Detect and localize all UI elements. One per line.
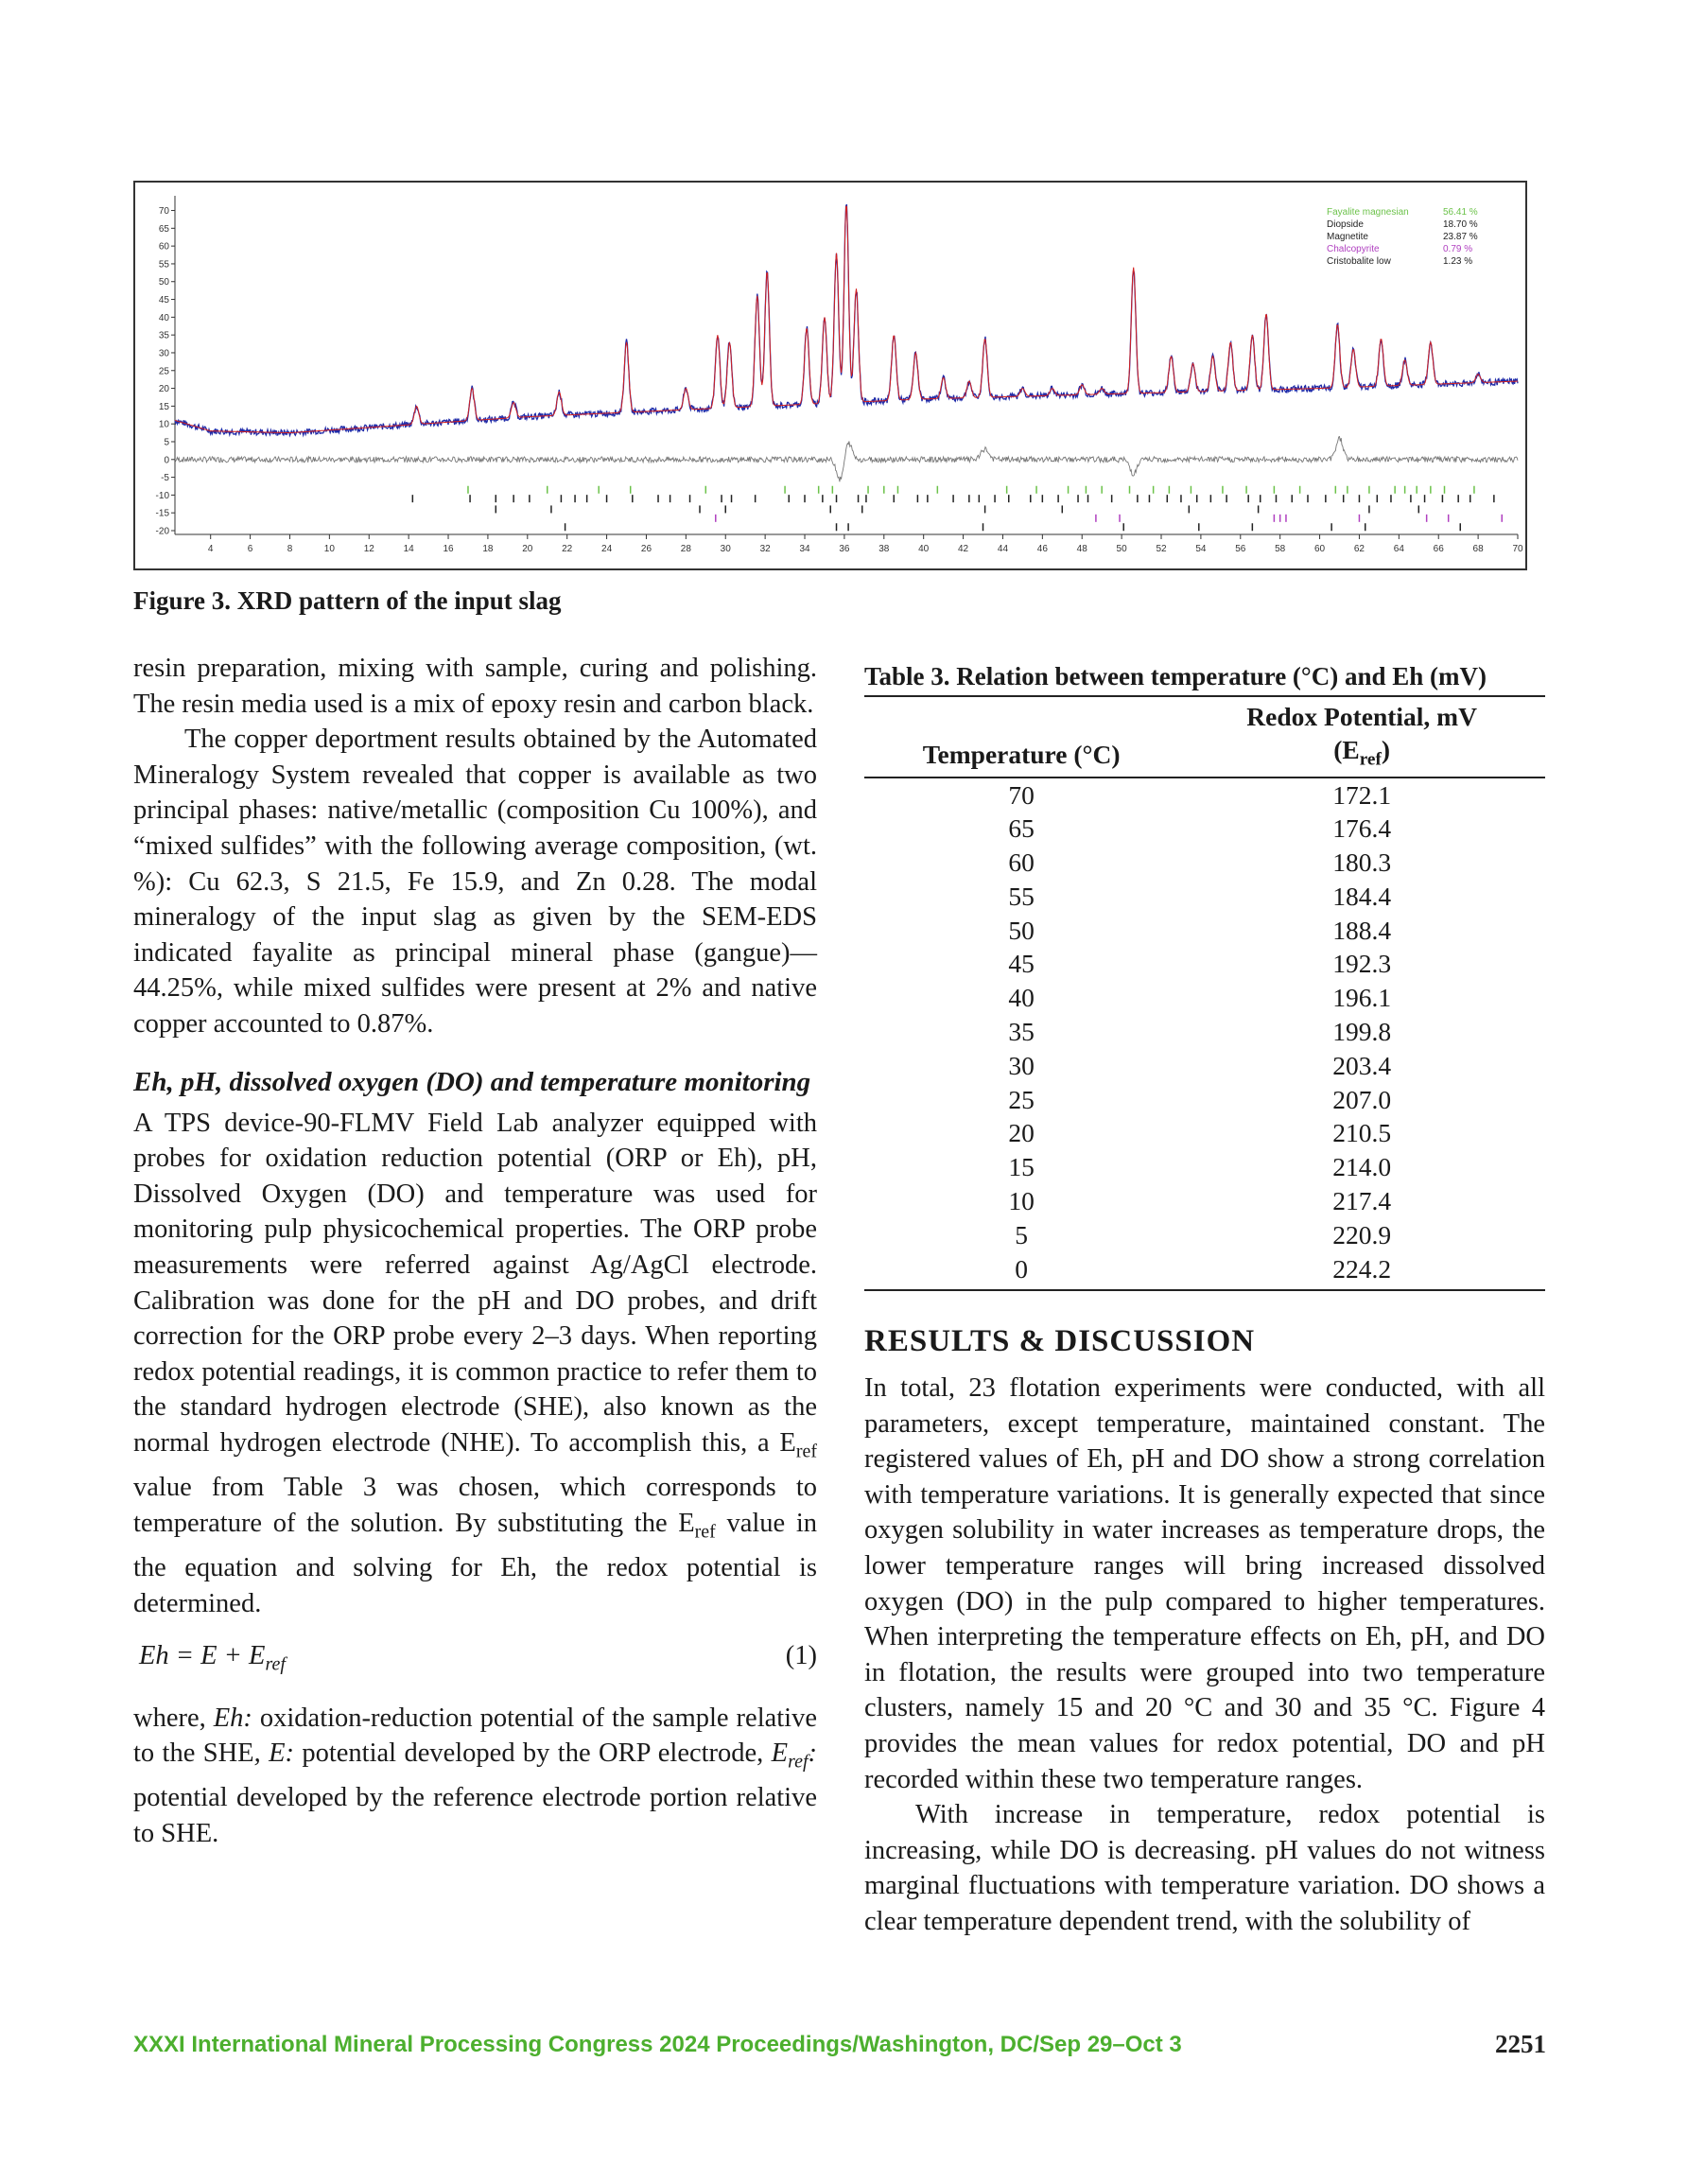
x-tick-label: 64 (1393, 544, 1404, 554)
y-tick-label: 40 (158, 312, 169, 323)
table-row (864, 1116, 1545, 1150)
y-tick-label: 30 (158, 348, 169, 359)
left-column (133, 651, 817, 1852)
x-tick-label: 46 (1036, 544, 1048, 554)
table-row (864, 1184, 1545, 1218)
x-tick-label: 32 (759, 544, 771, 554)
y-tick-label: 65 (158, 223, 169, 235)
eref-cell: 172.1 (1332, 779, 1392, 810)
x-tick-label: 40 (918, 544, 930, 554)
x-tick-label: 62 (1353, 544, 1365, 554)
y-tick-label: 10 (158, 419, 169, 430)
paragraph: where, Eh: oxidation-reduction potential of the sample relative to the SHE, E: potential developed by the ORP electrode, $E_{ref}$: potential developed by the reference electrode portion relative to SHE. (133, 1703, 818, 1848)
eref-cell: 224.2 (1178, 1252, 1545, 1291)
observed-pattern (175, 204, 1518, 435)
legend-value: 18.70 % (1443, 219, 1478, 230)
temperature-cell: 65 (1008, 813, 1035, 844)
legend-name: Diopside (1327, 219, 1364, 230)
x-tick-label: 38 (878, 544, 890, 554)
difference-curve (175, 437, 1518, 482)
legend-value: 1.23 % (1443, 256, 1473, 267)
temperature-cell: 40 (1008, 983, 1035, 1013)
temperature-cell: 20 (1008, 1118, 1035, 1148)
x-tick-label: 26 (640, 544, 652, 554)
legend-value: 56.41 % (1443, 207, 1478, 218)
x-tick-label: 10 (323, 544, 335, 554)
paragraph: A TPS device-90-FLMV Field Lab analyzer equipped with probes for oxidation reduction potential (ORP or Eh), pH, Dissolved Oxygen (DO) and temperature was used for monitoring pulp physicochemical properties. The ORP probe measurements were referred against Ag/AgCl electrode. Calibration was done for the pH and DO probes, and drift correction for the ORP probe every 2–3 days. When reporting redox potential readings, it is common practice to refer them to the standard hydrogen electrode (SHE), also known as the normal hydrogen electrode (NHE). To accomplish this, a $E_{ref}$ value from Table 3 was chosen, which corresponds to temperature of the solution. By substituting the $E_{ref}$ value in the equation and solving for Eh, the redox potential is determined. (133, 1108, 817, 1618)
y-tick-label: 25 (158, 366, 169, 377)
x-tick-label: 70 (1512, 544, 1523, 554)
x-tick-label: 48 (1076, 544, 1087, 554)
x-tick-label: 12 (363, 544, 374, 554)
y-tick-label: 20 (158, 384, 169, 395)
table-title: Table 3. Relation between temperature (°C) and Eh (mV) (864, 662, 1545, 697)
table-row (864, 947, 1545, 981)
paragraph: The copper deportment results obtained by the Automated Mineralogy System revealed that copper is available as two principal phases: native/metallic (composition Cu 100%), and “mixed sulfides” with the following average composition, (wt. %): Cu 62.3, S 21.5, Fe 15.9, and Zn 0.28. The modal mineralogy of the input slag as given by the SEM-EDS indicated fayalite as principal mineral phase (gangue)—44.25%, while mixed sulfides were present at 2% and native copper accounted to 0.87%. (133, 725, 817, 1039)
x-tick-label: 30 (720, 544, 731, 554)
eref-cell: 188.4 (1332, 915, 1392, 945)
x-tick-label: 52 (1156, 544, 1167, 554)
legend-value: 0.79 % (1443, 244, 1473, 254)
y-tick-label: 0 (164, 455, 169, 466)
y-tick-label: -20 (155, 526, 169, 537)
eref-cell: 220.9 (1332, 1219, 1392, 1249)
x-tick-label: 60 (1313, 544, 1326, 554)
x-tick-label: 14 (403, 544, 414, 554)
x-tick-label: 28 (680, 544, 691, 554)
table-header: $(E_{ref})$ (1178, 733, 1545, 778)
page-footer (133, 2032, 1546, 2058)
table-row (864, 1083, 1545, 1117)
legend-name: Chalcopyrite (1327, 244, 1380, 254)
y-tick-label: 15 (158, 401, 169, 412)
x-tick-label: 16 (443, 544, 454, 554)
y-tick-label: 45 (158, 295, 169, 306)
y-tick-label: 60 (158, 241, 169, 253)
y-tick-label: -15 (155, 508, 169, 519)
table-row (864, 812, 1545, 846)
temperature-cell: 15 (1008, 1152, 1035, 1182)
legend-name: Magnetite (1327, 232, 1368, 242)
subsection-heading: Eh, pH, dissolved oxygen (DO) and temperature monitoring (133, 1066, 811, 1097)
temperature-cell: 5 (1015, 1219, 1028, 1249)
eref-cell: 176.4 (1332, 813, 1392, 844)
temperature-cell: 60 (1008, 847, 1035, 878)
table-header: Redox Potential, mV (1246, 702, 1477, 731)
eref-cell: 180.3 (1332, 847, 1392, 878)
table-row (864, 778, 1545, 812)
eref-cell: 192.3 (1332, 949, 1392, 979)
temperature-cell: 70 (1008, 779, 1035, 810)
temperature-cell: 25 (1008, 1084, 1035, 1114)
x-tick-label: 56 (1235, 544, 1246, 554)
legend-value: 23.87 % (1443, 232, 1478, 242)
x-tick-label: 54 (1195, 544, 1207, 554)
table-row (864, 1218, 1545, 1252)
y-tick-label: 5 (164, 437, 169, 448)
table-row (864, 1015, 1545, 1049)
table-row (864, 914, 1545, 948)
eref-cell: 184.4 (1332, 881, 1392, 911)
x-tick-label: 4 (207, 544, 214, 554)
legend-name: Cristobalite low (1327, 256, 1391, 267)
table-row (864, 981, 1545, 1015)
section-heading: RESULTS & DISCUSSION (864, 1324, 1256, 1358)
x-tick-label: 22 (562, 544, 573, 554)
x-tick-label: 18 (482, 544, 494, 554)
equation: $Eh = E + E_{ref}$ (1) (139, 1638, 817, 1683)
x-tick-label: 8 (287, 544, 293, 554)
right-column (864, 1371, 1545, 1940)
calculated-pattern (175, 206, 1518, 432)
eref-cell: 199.8 (1332, 1017, 1392, 1047)
temperature-cell: 10 (1008, 1186, 1035, 1216)
equation-number: (1) (785, 1641, 817, 1671)
y-tick-label: 35 (158, 330, 169, 341)
xrd-chart (135, 183, 1525, 568)
x-tick-label: 34 (799, 544, 810, 554)
page-number: 2251 (1495, 2030, 1546, 2058)
x-tick-label: 58 (1275, 544, 1286, 554)
temperature-cell: 35 (1008, 1017, 1035, 1047)
table-row (864, 1150, 1545, 1184)
x-tick-label: 36 (839, 544, 850, 554)
table-row (864, 1252, 1545, 1291)
x-tick-label: 66 (1433, 544, 1444, 554)
paragraph: In total, 23 flotation experiments were conducted, with all parameters, except temperature, maintained constant. The registered values of Eh, pH and DO show a strong correlation with temperature variations. It is generally expected that since oxygen solubility in water increases as temperature drops, the lower temperature ranges will bring increased dissolved oxygen (DO) in the pulp compared to higher temperatures. When interpreting the temperature effects on Eh, pH, and DO in flotation, the results were grouped into two temperature clusters, namely 15 and 20 °C and 30 and 35 °C. Figure 4 provides the mean values for redox potential, DO and pH recorded within these two temperature ranges. (864, 1373, 1545, 1794)
legend-name: Fayalite magnesian (1327, 207, 1409, 218)
temperature-cell: 50 (1008, 915, 1035, 945)
eref-cell: 214.0 (1332, 1152, 1392, 1182)
x-tick-label: 6 (247, 544, 253, 554)
x-tick-label: 42 (958, 544, 969, 554)
y-tick-label: -5 (161, 473, 169, 484)
eref-cell: 210.5 (1332, 1118, 1392, 1148)
eref-cell: 196.1 (1332, 983, 1392, 1013)
x-tick-label: 20 (522, 544, 533, 554)
figure-caption: Figure 3. XRD pattern of the input slag (133, 586, 562, 615)
y-tick-label: -10 (155, 490, 169, 501)
eref-cell: 217.4 (1332, 1186, 1392, 1216)
temperature-cell: 0 (864, 1252, 1178, 1291)
temperature-cell: 30 (1008, 1050, 1035, 1080)
y-tick-label: 55 (158, 259, 169, 271)
x-tick-label: 68 (1472, 544, 1484, 554)
temperature-cell: 55 (1008, 881, 1035, 911)
conference-name: XXXI International Mineral Processing Congress 2024 Proceedings/Washington, DC/Sep 29–Oct 3 (133, 2032, 1182, 2057)
eref-cell: 207.0 (1332, 1084, 1392, 1114)
x-tick-label: 44 (997, 544, 1009, 554)
xrd-figure (133, 181, 1527, 570)
paragraph: resin preparation, mixing with sample, curing and polishing. The resin media used is a mix of epoxy resin and carbon black. (133, 654, 817, 719)
table-row (864, 1049, 1545, 1083)
table-row (864, 846, 1545, 880)
x-tick-label: 50 (1116, 544, 1127, 554)
table-header: Temperature (°C) (864, 733, 1178, 778)
y-tick-label: 50 (158, 277, 169, 288)
table-row (864, 880, 1545, 914)
eref-cell: 203.4 (1332, 1050, 1392, 1080)
x-tick-label: 24 (601, 544, 613, 554)
temperature-cell: 45 (1008, 949, 1035, 979)
y-tick-label: 70 (158, 206, 169, 218)
eh-temperature-table (864, 700, 1545, 1291)
paragraph: With increase in temperature, redox potential is increasing, while DO is decreasing. pH values do not witness marginal fluctuations with temperature variation. DO shows a clear temperature dependent trend, with the solubility of (864, 1800, 1545, 1936)
